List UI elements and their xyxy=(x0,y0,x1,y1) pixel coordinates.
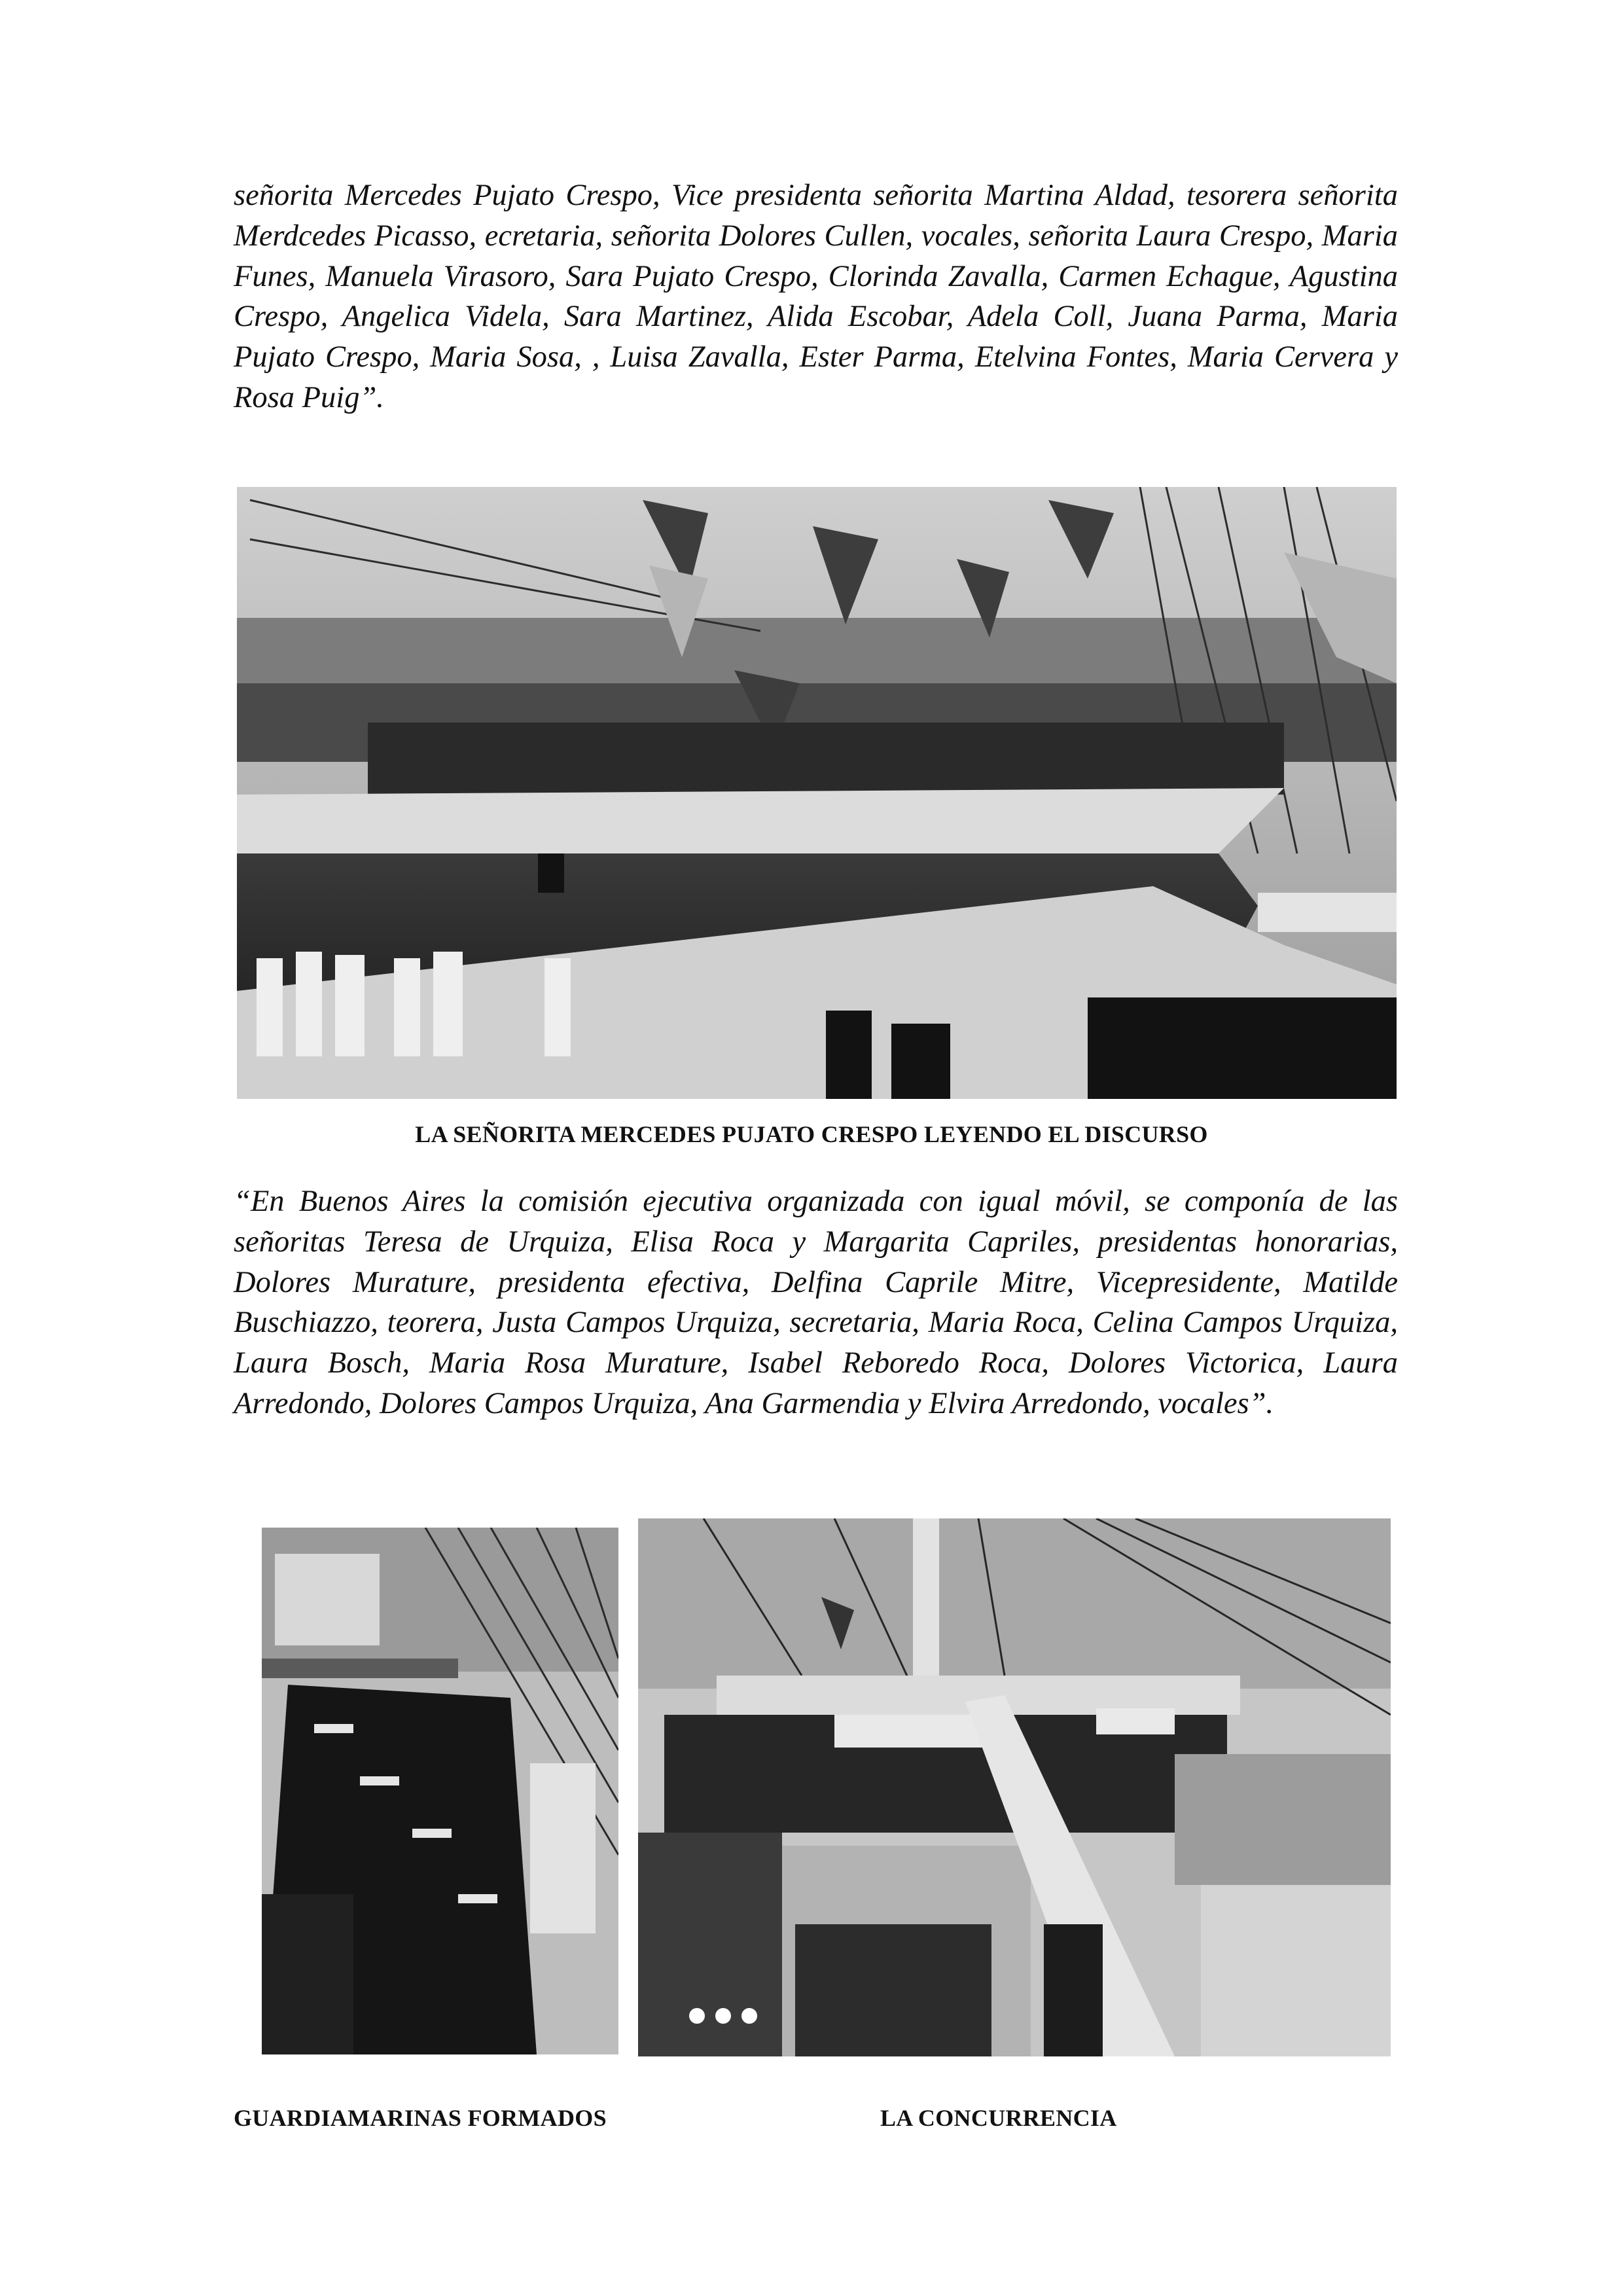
left-photo-caption: GUARDIAMARINAS FORMADOS xyxy=(234,2105,607,2131)
right-photo-caption: LA CONCURRENCIA xyxy=(880,2105,1117,2131)
paragraph-committee-members: señorita Mercedes Pujato Crespo, Vice presidenta señorita Martina Aldad, tesorera señorita Merdcedes Picasso, ecretaria, señorita Dolores Cullen, vocales, señorita Laura Crespo, Maria Funes, Manuela Virasoro, Sara Pujato Crespo, Clorinda Zavalla, Carmen Echague, Agustina Crespo, Angelica Videla, Sara Martinez, Alida Escobar, Adela Coll, Juana Parma, Maria Pujato Crespo, Maria Sosa, , Luisa Zavalla, Ester Parma, Etelvina Fontes, Maria Cervera y Rosa Puig”. xyxy=(234,179,1398,414)
paragraph-buenos-aires-commission: “En Buenos Aires la comisión ejecutiva organizada con igual móvil, se componía de las señoritas Teresa de Urquiza, Elisa Roca y Margarita Capriles, presidentas honorarias, Dolores Murature, presidenta efectiva, Delfina Caprile Mitre, Vicepresidente, Matilde Buschiazzo, teorera, Justa Campos Urquiza, secretaria, Maria Roca, Celina Campos Urquiza, Laura Bosch, Maria Rosa Murature, Isabel Reboredo Roca, Dolores Victorica, Laura Arredondo, Dolores Campos Urquiza, Ana Garmendia y Elvira Arredondo, vocales”. xyxy=(234,1185,1398,1420)
main-photo-caption: LA SEÑORITA MERCEDES PUJATO CRESPO LEYENDO EL DISCURSO xyxy=(415,1121,1208,1147)
midshipmen-formed-photo xyxy=(262,1528,618,2054)
ship-ceremony-photo xyxy=(237,487,1397,1099)
audience-photo xyxy=(638,1518,1391,2056)
